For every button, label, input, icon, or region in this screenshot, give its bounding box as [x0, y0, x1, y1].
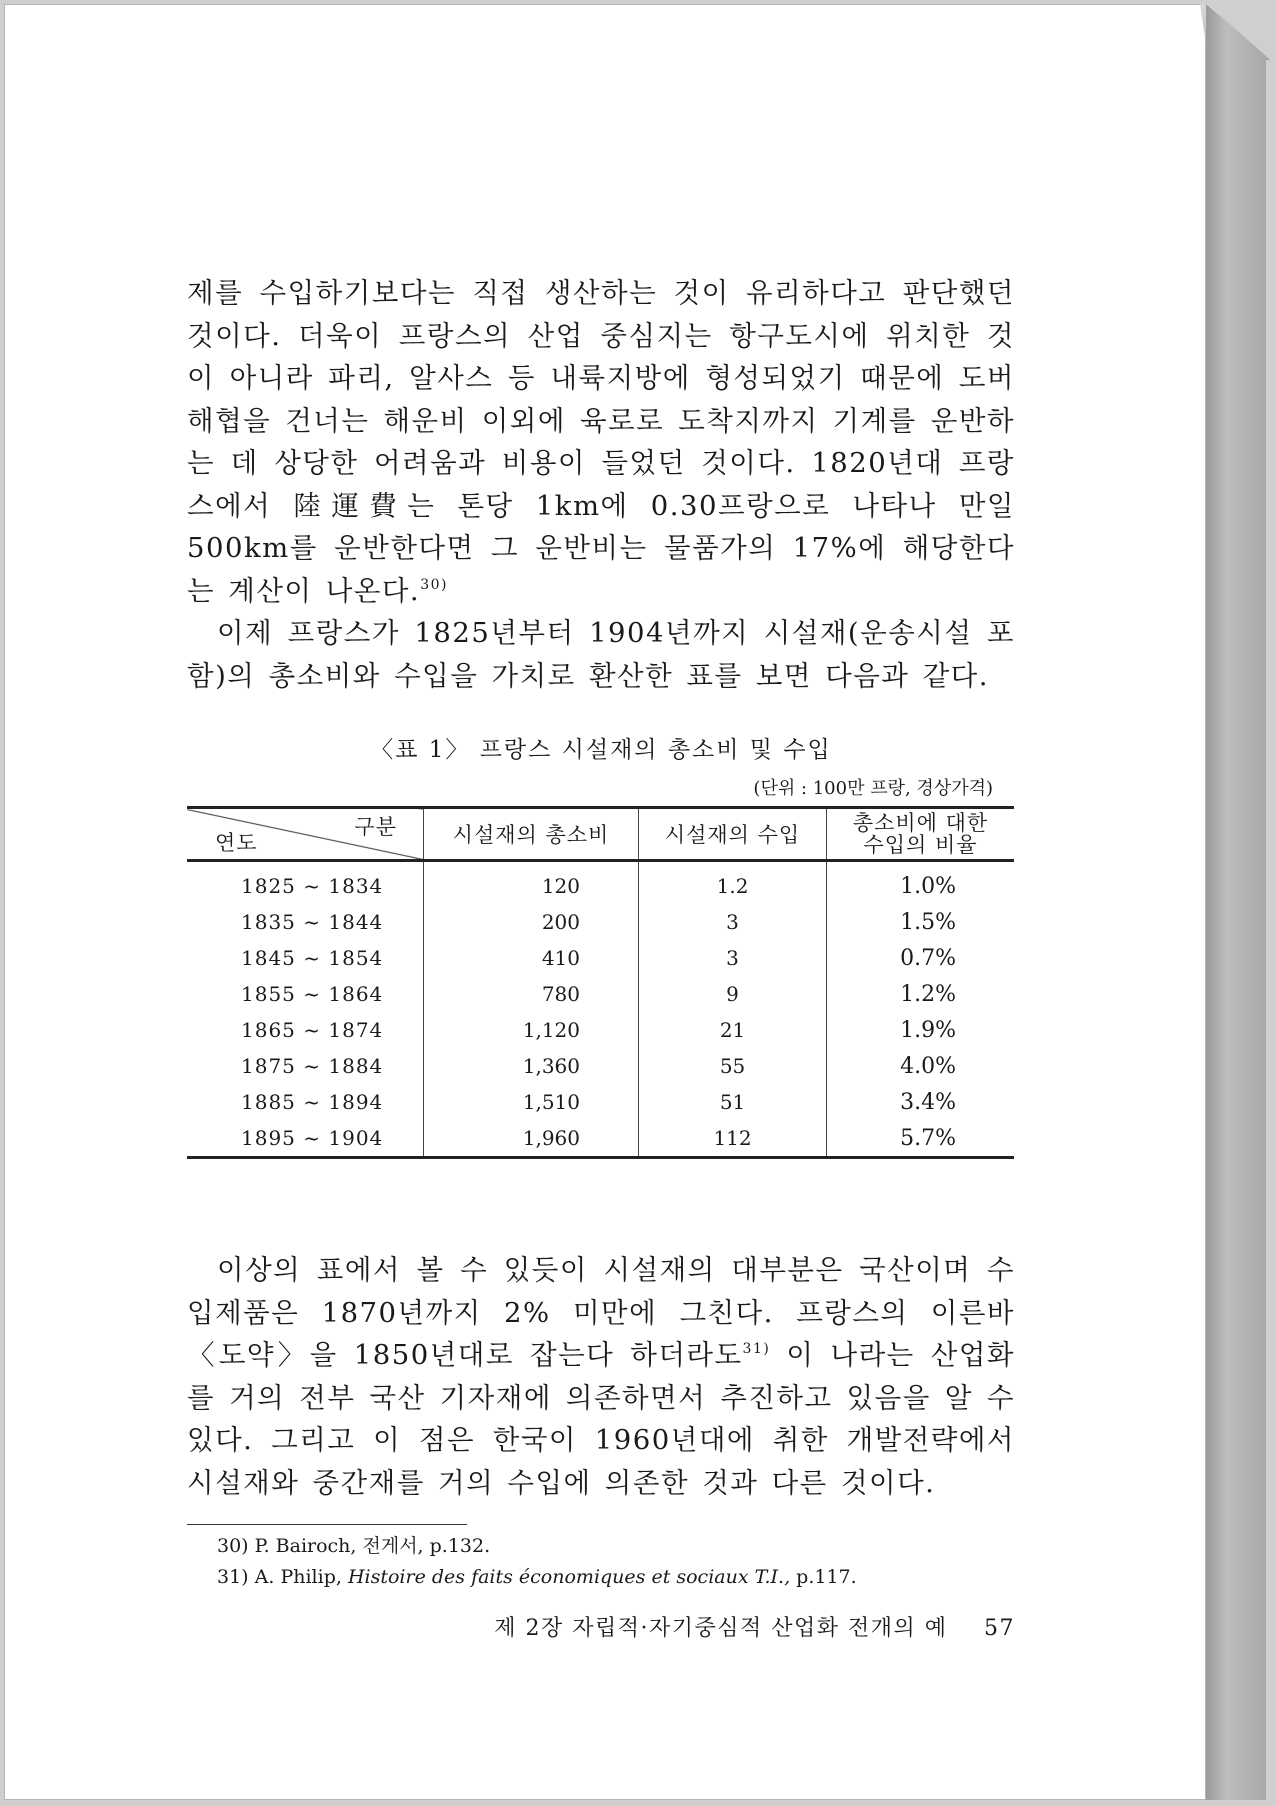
paragraph-1-text: 제를 수입하기보다는 직접 생산하는 것이 유리하다고 판단했던 것이다. 더욱이 프랑스의 산업 중심지는 항구도시에 위치한 것이 아니라 파리, 알사스 등 내륙지방에 형성되었기 때문에 도버해협을 건너는 해운비 이외에 육로로 도착지까지 기계를 운반하는 데 상당한 어려움과 비용이 들었던 것이다. 1820년대 프랑스에서 陸運費는 톤당 1km에 0.30프랑으로 나타나 만일 500km를 운반한다면 그 운반비는 물품가의 17%에 해당한다는 계산이 나온다. [187, 277, 1015, 607]
book-spine [1206, 4, 1266, 1800]
cell-imports: 1.2 [639, 861, 827, 905]
footnote-31-author: A. Philip, [254, 1566, 342, 1588]
cell-ratio: 1.0% [827, 861, 1014, 905]
cell-ratio: 4.0% [827, 1048, 1014, 1084]
header-diagonal-cell [187, 808, 424, 861]
cell-years: 1845 ~ 1854 [241, 946, 384, 970]
page-number: 57 [984, 1616, 1015, 1641]
cell-imports: 3 [639, 904, 827, 940]
table-row [187, 1012, 1014, 1048]
table-row [187, 1084, 1014, 1120]
cell-imports: 55 [639, 1048, 827, 1084]
footnote-31-title: Histoire des faits économiques et sociaux T.I., [347, 1566, 791, 1588]
header-imports: 시설재의 수입 [639, 808, 827, 861]
header-ratio [827, 808, 1014, 861]
table-header-row [187, 808, 1014, 861]
page-content [187, 272, 1015, 1642]
cell-years: 1865 ~ 1874 [241, 1018, 384, 1042]
table-row [187, 1048, 1014, 1084]
header-gubun: 구분 [354, 815, 397, 839]
cell-years: 1855 ~ 1864 [241, 982, 384, 1006]
table-title: 〈표 1〉 프랑스 시설재의 총소비 및 수입 [370, 737, 832, 763]
footnote-30-number: 30) [217, 1535, 249, 1557]
cell-consumption: 1,510 [424, 1084, 639, 1120]
footnote-31-number: 31) [217, 1566, 249, 1588]
footnote-ref-31: 31) [742, 1341, 771, 1357]
header-ratio-line1: 총소비에 대한 [852, 811, 989, 835]
cell-consumption: 120 [424, 861, 639, 905]
cell-years: 1835 ~ 1844 [241, 910, 384, 934]
cell-imports: 21 [639, 1012, 827, 1048]
cell-consumption: 1,120 [424, 1012, 639, 1048]
running-footer [187, 1611, 1015, 1642]
cell-consumption: 1,960 [424, 1120, 639, 1158]
table-row [187, 976, 1014, 1012]
cell-ratio: 1.2% [827, 976, 1014, 1012]
cell-years: 1885 ~ 1894 [241, 1090, 384, 1114]
cell-years: 1825 ~ 1834 [241, 874, 384, 898]
table-unit: (단위 : 100만 프랑, 경상가격) [753, 778, 993, 799]
paragraph-3-text-a: 이상의 표에서 볼 수 있듯이 시설재의 대부분은 국산이며 수입제품은 1870년까지 2% 미만에 그친다. 프랑스의 이른바 〈도약〉을 1850년대로 잡는다 하더라도 [187, 1254, 1015, 1371]
paragraph-2: 이제 프랑스가 1825년부터 1904년까지 시설재(운송시설 포함)의 총소비와 수입을 가치로 환산한 표를 보면 다음과 같다. [187, 617, 1015, 692]
footnote-ref-30: 30) [420, 576, 448, 593]
cell-years: 1895 ~ 1904 [187, 1120, 424, 1158]
header-yeondo: 연도 [215, 831, 258, 855]
cell-imports: 9 [639, 976, 827, 1012]
cell-ratio: 3.4% [827, 1084, 1014, 1120]
footnote-30-text: P. Bairoch, 전게서, p.132. [254, 1535, 491, 1557]
table-row [187, 940, 1014, 976]
table-row [187, 861, 1014, 905]
cell-ratio: 1.9% [827, 1012, 1014, 1048]
header-consumption: 시설재의 총소비 [424, 808, 639, 861]
footnote-30 [217, 1531, 1015, 1562]
chapter-title: 제 2장 자립적·자기중심적 산업화 전개의 예 [494, 1616, 948, 1641]
cell-imports: 112 [639, 1120, 827, 1158]
paragraph-1 [187, 272, 1015, 697]
footnote-divider [187, 1524, 467, 1525]
cell-consumption: 780 [424, 976, 639, 1012]
cell-ratio: 5.7% [827, 1120, 1014, 1158]
cell-consumption: 410 [424, 940, 639, 976]
cell-years: 1875 ~ 1884 [241, 1054, 384, 1078]
cell-consumption: 1,360 [424, 1048, 639, 1084]
table-row [187, 1120, 1014, 1158]
header-ratio-line2: 수입의 비율 [863, 833, 978, 857]
cell-imports: 3 [639, 940, 827, 976]
cell-imports: 51 [639, 1084, 827, 1120]
paragraph-3-text-b: 이 나라는 산업화를 거의 전부 국산 기자재에 의존하면서 추진하고 있음을 알 수 있다. 그리고 이 점은 한국이 1960년대에 취한 개발전략에서 시설재와 중간재를 거의 수입에 의존한 것과 다른 것이다. [187, 1339, 1015, 1499]
table-row [187, 904, 1014, 940]
footnotes [187, 1531, 1015, 1593]
footnote-31-page: p.117. [796, 1566, 857, 1588]
data-table [187, 806, 1014, 1159]
paragraph-3 [187, 1249, 1015, 1504]
footnote-31 [217, 1562, 1015, 1593]
cell-ratio: 1.5% [827, 904, 1014, 940]
cell-consumption: 200 [424, 904, 639, 940]
cell-ratio: 0.7% [827, 940, 1014, 976]
